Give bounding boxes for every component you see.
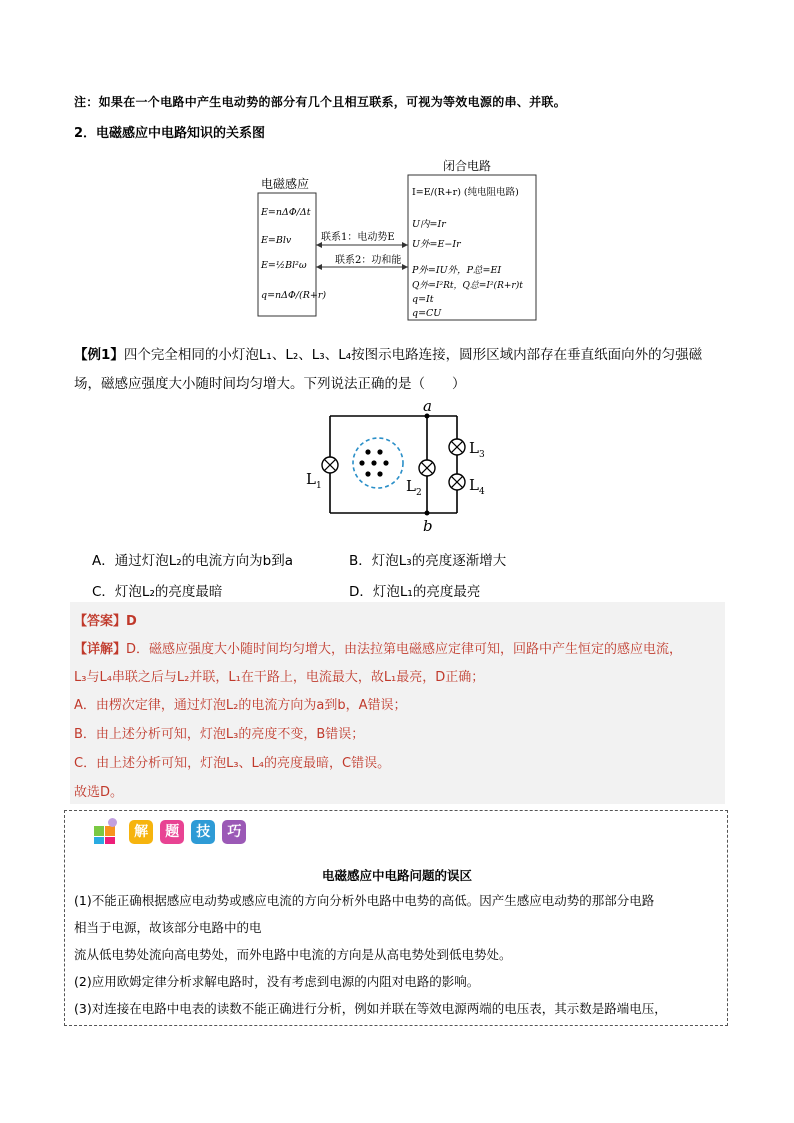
tips-line-3: 流从低电势处流向高电势处，而外电路中电流的方向是从高电势处到低电势处。 [74, 947, 512, 962]
option-a: A．通过灯泡L₂的电流方向为b到a [92, 553, 294, 569]
option-b: B．灯泡L₃的亮度逐渐增大 [349, 553, 507, 569]
lamp-L2-icon [419, 460, 435, 476]
example-tag: 【例1】 [74, 347, 124, 363]
lamp-L3-icon [449, 439, 465, 455]
tips-line-5: (3)对连接在电路中电表的读数不能正确进行分析，例如并联在等效电源两端的电压表，其示数是路端电压， [74, 1001, 667, 1016]
badge-char-2: 题 [160, 820, 184, 844]
detail-label: 【详解】 [74, 642, 127, 657]
detail-line-2: L₃与L₄串联之后与L₂并联，L₁在干路上，电流最大，故L₁最亮，D正确； [74, 670, 485, 685]
right-item-6: q=It [412, 294, 434, 305]
left-item-4: q=nΔΦ/(R+r) [261, 290, 327, 301]
link-2: 联系2：功和能 [335, 255, 402, 266]
answer-line [74, 610, 137, 629]
tips-badge [94, 818, 248, 844]
detail-line-6: 故选D。 [74, 785, 124, 800]
lamp-L4-icon [449, 474, 465, 490]
left-item-2: E=Blv [261, 235, 292, 246]
field-dots [359, 449, 388, 476]
label-L4: $L_4$ [469, 476, 485, 497]
right-item-4: P外=IU外，P总=EI [412, 265, 502, 276]
tips-title: 电磁感应中电路问题的误区 [321, 868, 472, 883]
tips-line-4: (2)应用欧姆定律分析求解电路时，没有考虑到电源的内阻对电路的影响。 [74, 974, 480, 989]
right-item-7: q=CU [412, 308, 442, 319]
lamp-L1-icon [322, 457, 338, 473]
tips-line-2: 相当于电源，故该部分电路中的电 [74, 920, 262, 935]
circuit-diagram [300, 396, 500, 534]
option-d: D．灯泡L₁的亮度最亮 [349, 584, 481, 600]
answer-label: 【答案】 [74, 614, 127, 629]
detail-line-3: A．由楞次定律，通过灯泡L₂的电流方向为a到b，A错误； [74, 698, 407, 713]
puzzle-icon [94, 818, 120, 844]
relation-diagram [255, 155, 545, 325]
label-L3: $L_3$ [469, 439, 485, 460]
label-L1: $L_1$ [306, 470, 322, 491]
example-text-1: 四个完全相同的小灯泡L₁、L₂、L₃、L₄按图示电路连接，圆形区域内部存在垂直纸面向外的匀强磁 [123, 347, 703, 363]
link-1: 联系1：电动势E [321, 232, 395, 243]
note-text: 注：如果在一个电路中产生电动势的部分有几个且相互联系，可视为等效电源的串、并联。 [74, 95, 567, 109]
tips-line-1: (1)不能正确根据感应电动势或感应电流的方向分析外电路中电势的高低。因产生感应电动势的那部分电路 [74, 893, 655, 908]
left-title: 电磁感应 [261, 177, 310, 191]
right-item-3: U外=E−Ir [412, 239, 461, 250]
right-item-1: I=E/(R+r) (纯电阻电路) [412, 187, 519, 198]
right-item-5: Q外=I²Rt，Q总=I²(R+r)t [412, 281, 523, 291]
left-item-3: E=½Bl²ω [261, 260, 307, 271]
badge-char-3: 技 [191, 820, 215, 844]
left-item-1: E=nΔΦ/Δt [261, 207, 311, 218]
detail-line-5: C．由上述分析可知，灯泡L₃、L₄的亮度最暗，C错误。 [74, 756, 391, 771]
node-a: a [423, 397, 432, 415]
example-line-1 [74, 343, 702, 363]
right-title: 闭合电路 [443, 159, 492, 173]
option-c: C．灯泡L₂的亮度最暗 [92, 584, 223, 600]
badge-char-1: 解 [129, 820, 153, 844]
right-item-2: U内=Ir [412, 219, 446, 230]
section-heading: 2．电磁感应中电路知识的关系图 [74, 126, 266, 141]
badge-char-4: 巧 [222, 820, 246, 844]
example-line-2: 场，磁感应强度大小随时间均匀增大。下列说法正确的是（ ） [74, 376, 466, 392]
node-b: b [423, 517, 433, 534]
answer-value: D [126, 614, 137, 629]
label-L2: $L_2$ [406, 477, 422, 498]
detail-line-4: B．由上述分析可知，灯泡L₃的亮度不变，B错误； [74, 727, 365, 742]
detail-line-1: 【详解】D．磁感应强度大小随时间均匀增大，由法拉第电磁感应定律可知，回路中产生恒定的感应电流， [74, 642, 683, 657]
